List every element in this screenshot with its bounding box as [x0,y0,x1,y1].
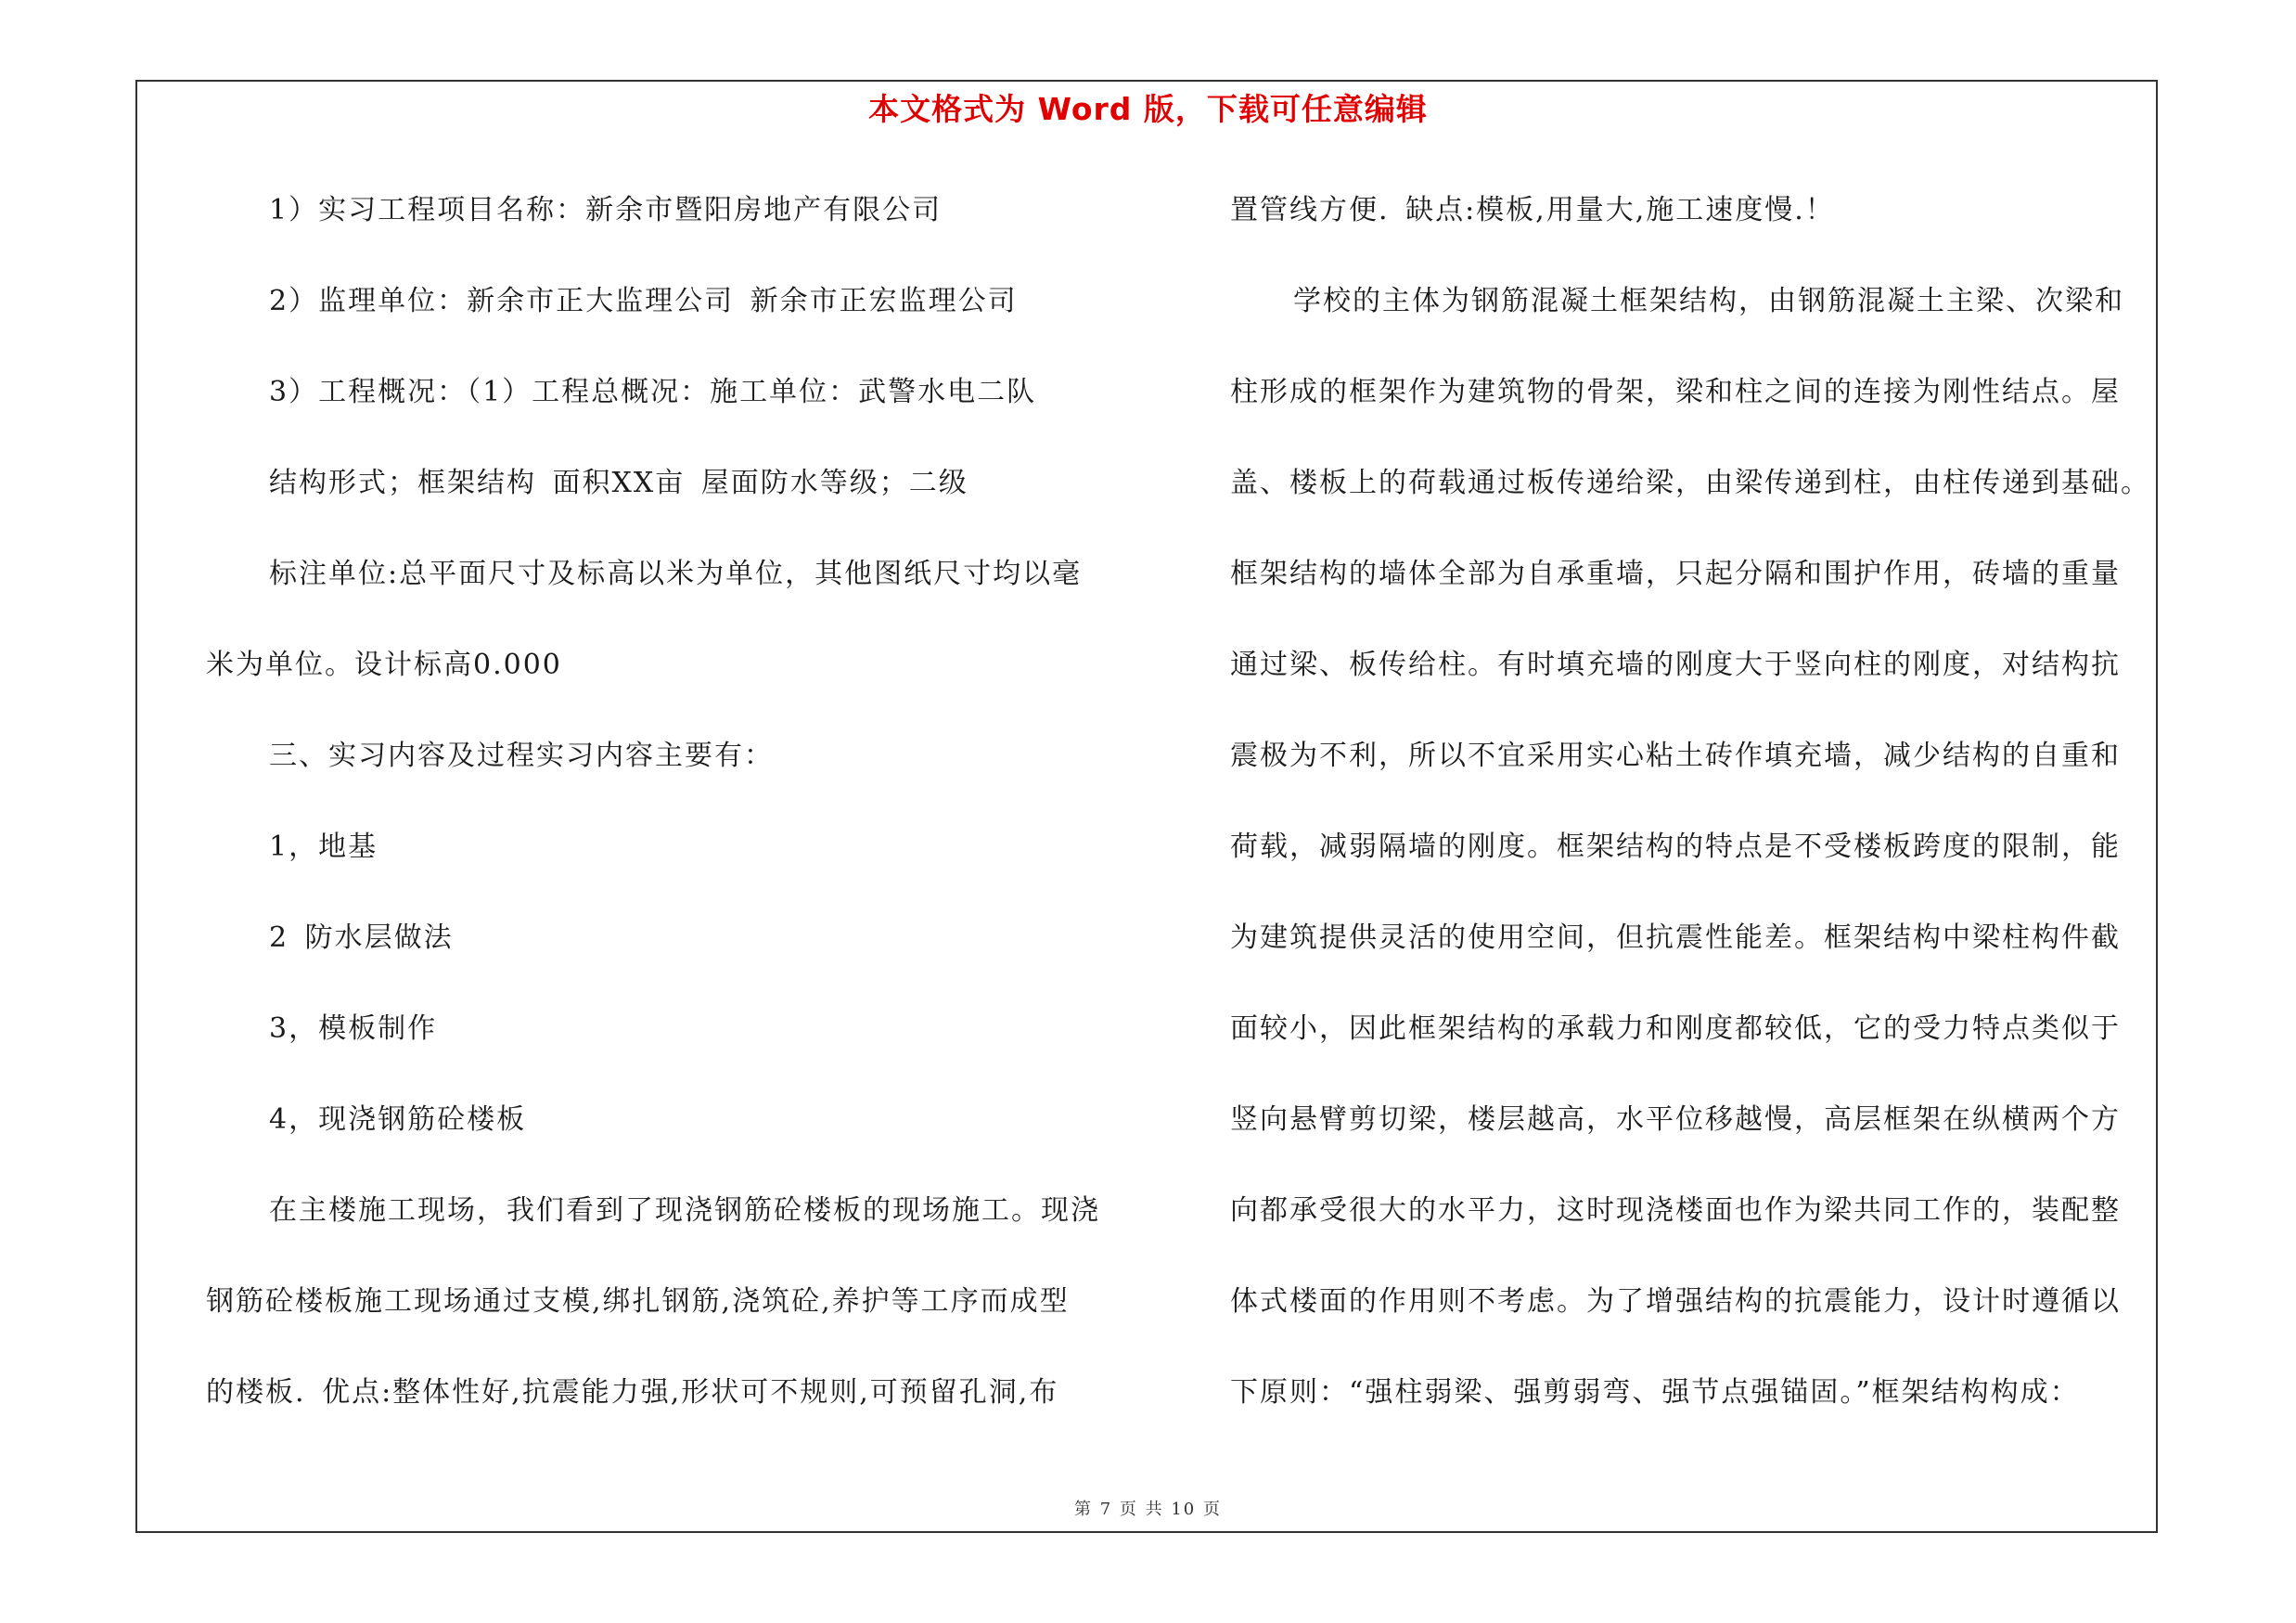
paragraph-line: 3）工程概况：（1）工程总概况：施工单位：武警水电二队 [269,376,1037,408]
paragraph-line: 在主楼施工现场，我们看到了现浇钢筋砼楼板的现场施工。现浇 [269,1194,1100,1227]
paragraph-line: 荷载，减弱隔墙的刚度。框架结构的特点是不受楼板跨度的限制，能 [1230,831,2121,863]
format-banner: 本文格式为 Word 版，下载可任意编辑 [868,91,1428,127]
section-heading: 三、实习内容及过程实习内容主要有： [269,740,774,772]
page-number-footer: 第 7 页 共 10 页 [1074,1500,1222,1519]
paragraph-line: 竖向悬臂剪切梁，楼层越高，水平位移越慢，高层框架在纵横两个方 [1230,1103,2121,1136]
paragraph-line: 向都承受很大的水平力，这时现浇楼面也作为梁共同工作的，装配整 [1230,1194,2121,1227]
paragraph-line: 为建筑提供灵活的使用空间，但抗震性能差。框架结构中梁柱构件截 [1230,921,2121,954]
left-column [206,184,1134,1457]
paragraph-line: 面较小，因此框架结构的承载力和刚度都较低，它的受力特点类似于 [1230,1012,2121,1045]
paragraph-line: 标注单位:总平面尺寸及标高以米为单位，其他图纸尺寸均以毫 [269,558,1083,590]
paragraph-line: 柱形成的框架作为建筑物的骨架，梁和柱之间的连接为刚性结点。屋 [1230,376,2121,408]
paragraph-line: 框架结构的墙体全部为自承重墙，只起分隔和围护作用，砖墙的重量 [1230,558,2121,590]
paragraph-line: 的楼板. 优点:整体性好,抗震能力强,形状可不规则,可预留孔洞,布 [206,1376,1059,1409]
paragraph-line: 通过梁、板传给柱。有时填充墙的刚度大于竖向柱的刚度，对结构抗 [1230,649,2121,681]
list-item: 3，模板制作 [269,1012,438,1045]
paragraph-line: 体式楼面的作用则不考虑。为了增强结构的抗震能力，设计时遵循以 [1230,1285,2121,1318]
paragraph-line: 盖、楼板上的荷载通过板传递给梁，由梁传递到柱，由柱传递到基础。 [1230,467,2150,499]
paragraph-line: 钢筋砼楼板施工现场通过支模,绑扎钢筋,浇筑砼,养护等工序而成型 [206,1285,1070,1318]
paragraph-line: 米为单位。设计标高0.000 [206,649,562,681]
list-item: 1，地基 [269,831,378,863]
list-item: 4，现浇钢筋砼楼板 [269,1103,527,1136]
paragraph-line: 1）实习工程项目名称：新余市暨阳房地产有限公司 [269,194,943,226]
paragraph-line: 学校的主体为钢筋混凝土框架结构，由钢筋混凝土主梁、次梁和 [1293,285,2124,317]
paragraph-line: 2）监理单位：新余市正大监理公司 新余市正宏监理公司 [269,285,1018,317]
paragraph-line: 震极为不利，所以不宜采用实心粘土砖作填充墙，减少结构的自重和 [1230,740,2121,772]
paragraph-line: 结构形式；框架结构 面积XX亩 屋面防水等级；二级 [269,467,968,499]
paragraph-line: 置管线方便. 缺点:模板,用量大,施工速度慢.！ [1230,194,1835,226]
right-column [1230,184,2148,1457]
paragraph-line: 下原则：“强柱弱梁、强剪弱弯、强节点强锚固。”框架结构构成： [1230,1376,2080,1409]
list-item: 2 防水层做法 [269,921,454,954]
